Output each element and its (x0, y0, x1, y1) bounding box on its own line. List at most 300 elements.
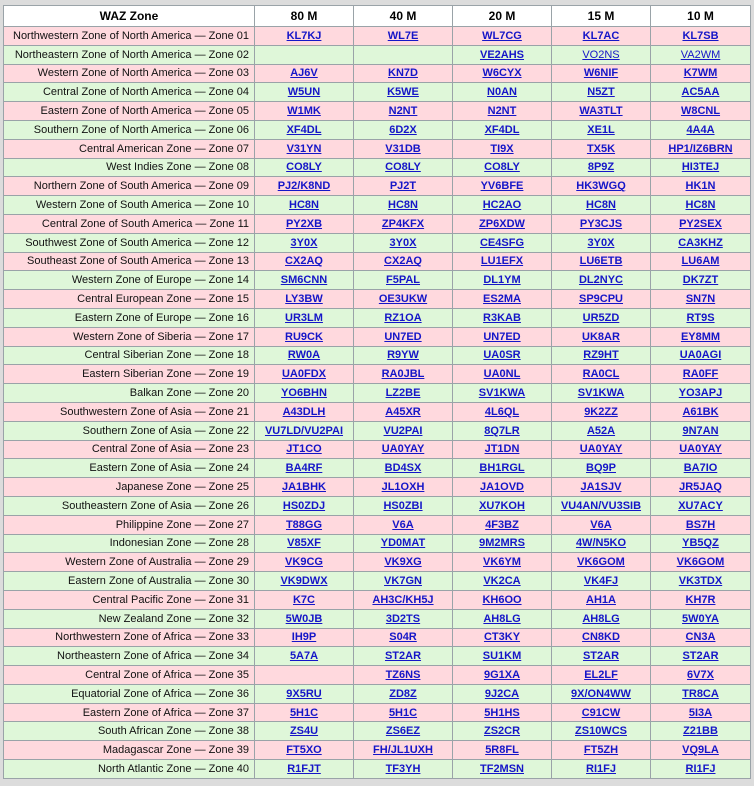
callsign-cell (255, 120, 354, 139)
callsign-link[interactable]: PY2XB (285, 217, 323, 230)
zone-name-cell: Equatorial Zone of Africa — Zone 36 (4, 684, 255, 703)
callsign-cell (354, 515, 453, 534)
callsign-link[interactable]: K7WM (683, 67, 718, 80)
callsign-link[interactable]: XF4DL (484, 123, 520, 136)
callsign-link[interactable]: SN7N (685, 293, 716, 306)
callsign-link[interactable]: UA0FDX (281, 368, 326, 381)
callsign-link[interactable]: 5H1HS (484, 706, 520, 719)
callsign-link[interactable]: IH9P (291, 631, 317, 644)
callsign-link[interactable]: HC8N (388, 199, 418, 212)
callsign-link[interactable]: AH3C/KH5J (372, 593, 434, 606)
callsign-link[interactable]: 8P9Z (587, 161, 615, 174)
table-row (4, 64, 751, 83)
callsign-cell (552, 271, 651, 290)
callsign-link[interactable]: VK3TDX (678, 575, 723, 587)
callsign-link[interactable]: XF4DL (286, 123, 322, 136)
callsign-link[interactable]: TR8CA (682, 687, 719, 700)
callsign-link[interactable]: SP9CPU (578, 293, 624, 306)
callsign-link[interactable]: CN8KD (582, 631, 620, 644)
callsign-link[interactable]: V6A (590, 518, 612, 531)
callsign-link[interactable]: XU7ACY (678, 499, 723, 512)
callsign-link[interactable]: LY3BW (285, 293, 323, 306)
callsign-link[interactable]: SM6CNN (280, 274, 328, 287)
table-row (4, 214, 751, 233)
callsign-link[interactable]: HC8N (289, 199, 319, 212)
callsign-link[interactable]: N0AN (487, 86, 517, 99)
callsign-link[interactable]: 9M2MRS (479, 537, 525, 550)
callsign-cell (552, 496, 651, 515)
callsign-link[interactable]: YB5QZ (682, 537, 719, 550)
callsign-link[interactable]: YV6BFE (480, 180, 524, 193)
callsign-link[interactable]: ES2MA (483, 293, 521, 306)
callsign-link[interactable]: FH/JL1UXH (373, 744, 433, 757)
callsign-cell (453, 703, 552, 722)
callsign-link[interactable]: JT1DN (484, 443, 520, 456)
callsign-link[interactable]: CE4SFG (479, 236, 524, 249)
callsign-cell (651, 252, 751, 271)
callsign-link[interactable]: KH6OO (482, 593, 522, 606)
callsign-link[interactable]: UR5ZD (582, 311, 620, 324)
callsign-link[interactable]: HC8N (586, 199, 616, 212)
callsign-link[interactable]: OE3UKW (378, 293, 428, 306)
callsign-cell (453, 553, 552, 572)
callsign-link[interactable]: BS7H (685, 518, 716, 531)
callsign-cell (453, 252, 552, 271)
callsign-link[interactable]: UA0NL (483, 368, 521, 381)
callsign-cell (255, 609, 354, 628)
callsign-link[interactable]: ZS6EZ (385, 725, 421, 738)
callsign-link[interactable]: RI1FJ (685, 762, 716, 775)
callsign-link[interactable]: BD4SX (384, 462, 422, 475)
callsign-cell (354, 102, 453, 121)
callsign-cell (453, 647, 552, 666)
callsign-link[interactable]: RZ9HT (583, 349, 619, 362)
callsign-cell (354, 252, 453, 271)
callsign-link[interactable]: 4L6QL (484, 405, 520, 418)
callsign-link[interactable]: RT9S (686, 311, 715, 324)
callsign-link[interactable]: VO2NS (582, 48, 620, 61)
callsign-cell (651, 741, 751, 760)
callsign-cell (354, 741, 453, 760)
callsign-link[interactable]: 9G1XA (483, 668, 521, 681)
callsign-cell (255, 27, 354, 46)
callsign-link[interactable]: ZS10WCS (575, 725, 627, 738)
callsign-cell (354, 139, 453, 158)
callsign-link[interactable]: BA4RF (285, 462, 323, 475)
waz-zone-table (3, 5, 751, 779)
callsign-link[interactable]: VK6GOM (676, 556, 725, 569)
callsign-cell (552, 647, 651, 666)
callsign-link[interactable]: KL7KJ (286, 29, 322, 42)
callsign-link[interactable]: JA1OVD (479, 481, 525, 494)
callsign-link[interactable]: LU6ETB (579, 255, 623, 268)
callsign-cell (255, 496, 354, 515)
callsign-link[interactable]: ZD8Z (389, 687, 417, 700)
callsign-cell (651, 440, 751, 459)
header-row (4, 6, 751, 27)
callsign-cell (552, 233, 651, 252)
callsign-link[interactable]: 4W/N5KO (575, 537, 627, 550)
callsign-cell (453, 496, 552, 515)
callsign-link[interactable]: C91CW (581, 706, 621, 719)
callsign-link[interactable]: UA0YAY (579, 443, 623, 456)
callsign-cell (651, 384, 751, 403)
callsign-link[interactable]: VE2AHS (479, 48, 525, 61)
callsign-cell (255, 703, 354, 722)
zone-name-cell: North Atlantic Zone — Zone 40 (4, 760, 255, 779)
callsign-link[interactable]: CT3KY (483, 631, 521, 644)
callsign-link[interactable]: V31DB (385, 142, 421, 155)
callsign-link[interactable]: N2NT (388, 105, 418, 118)
callsign-link[interactable]: JL1OXH (381, 481, 425, 494)
callsign-cell (453, 102, 552, 121)
callsign-link[interactable]: CO8LY (286, 161, 322, 174)
callsign-link[interactable]: VK9CG (285, 556, 323, 569)
callsign-cell (354, 647, 453, 666)
callsign-link[interactable]: ST2AR (582, 650, 620, 663)
table-row (4, 308, 751, 327)
callsign-cell (453, 440, 552, 459)
callsign-cell (651, 64, 751, 83)
callsign-link[interactable]: WA3TLT (579, 105, 623, 118)
callsign-cell (651, 703, 751, 722)
callsign-link[interactable]: HC2AO (482, 199, 522, 212)
callsign-link[interactable]: K7C (292, 593, 315, 606)
callsign-cell (354, 308, 453, 327)
callsign-link[interactable]: 9N7AN (682, 424, 719, 437)
callsign-cell (255, 271, 354, 290)
callsign-cell (453, 421, 552, 440)
callsign-link[interactable]: A43DLH (282, 405, 326, 418)
callsign-cell (354, 628, 453, 647)
zone-name-cell: South African Zone — Zone 38 (4, 722, 255, 741)
callsign-link[interactable]: FT5ZH (583, 744, 619, 757)
zone-name-cell: Central Zone of Africa — Zone 35 (4, 666, 255, 685)
callsign-link[interactable]: RA0FF (682, 368, 719, 381)
callsign-link[interactable]: 9K2ZZ (584, 405, 618, 418)
callsign-link[interactable]: YO6BHN (281, 387, 327, 400)
table-row (4, 45, 751, 64)
callsign-link[interactable]: R9YW (387, 349, 419, 362)
callsign-link[interactable]: UA0SR (483, 349, 521, 362)
callsign-cell (453, 83, 552, 102)
callsign-link[interactable]: W8CNL (680, 105, 721, 118)
callsign-cell (552, 365, 651, 384)
callsign-link[interactable]: VK7GN (384, 575, 422, 587)
callsign-link[interactable]: JA1SJV (580, 481, 622, 494)
callsign-link[interactable]: DK7ZT (682, 274, 719, 287)
table-row (4, 346, 751, 365)
callsign-link[interactable]: UN7ED (384, 330, 422, 343)
callsign-cell (255, 233, 354, 252)
callsign-link[interactable]: WL7CG (482, 29, 522, 42)
callsign-cell (255, 365, 354, 384)
callsign-link[interactable]: 5W0JB (285, 612, 323, 625)
callsign-link[interactable]: UK8AR (582, 330, 620, 343)
callsign-cell (552, 158, 651, 177)
callsign-link[interactable]: V31YN (286, 142, 322, 155)
callsign-cell (651, 196, 751, 215)
table-row (4, 459, 751, 478)
callsign-link[interactable]: PJ2/K8ND (277, 180, 331, 193)
callsign-link[interactable]: TX5K (586, 142, 616, 155)
callsign-link[interactable]: 4F3BZ (485, 518, 519, 531)
callsign-link[interactable]: LU1EFX (480, 255, 524, 268)
callsign-link[interactable]: UA0YAY (679, 443, 722, 456)
callsign-link[interactable]: CO8LY (385, 161, 421, 174)
callsign-link[interactable]: SU1KM (482, 650, 522, 663)
callsign-cell (453, 666, 552, 685)
callsign-link[interactable]: S04R (389, 631, 417, 644)
callsign-link[interactable]: VK4FJ (583, 575, 619, 587)
callsign-link[interactable]: TF3YH (385, 762, 421, 775)
callsign-link[interactable]: A61BK (682, 405, 719, 418)
zone-name-cell: Western Zone of Europe — Zone 14 (4, 271, 255, 290)
callsign-link[interactable]: CO8LY (484, 161, 520, 174)
callsign-link[interactable]: SV1KWA (577, 387, 625, 400)
callsign-link[interactable]: W5UN (287, 86, 321, 99)
callsign-link[interactable]: PJ2T (389, 180, 417, 193)
callsign-link[interactable]: W1MK (287, 105, 321, 118)
callsign-link[interactable]: ZS4U (289, 725, 319, 738)
callsign-link[interactable]: ST2AR (682, 650, 719, 663)
callsign-cell (651, 308, 751, 327)
callsign-link[interactable]: XU7KOH (479, 499, 525, 512)
callsign-cell (255, 214, 354, 233)
callsign-link[interactable]: KL7SB (682, 29, 719, 42)
callsign-link[interactable]: W6NIF (583, 67, 619, 80)
callsign-link[interactable]: JA1BHK (281, 481, 326, 494)
callsign-link[interactable]: 5R8FL (485, 744, 519, 757)
callsign-link[interactable]: PY3CJS (579, 217, 623, 230)
callsign-link[interactable]: ST2AR (384, 650, 422, 663)
callsign-cell (651, 83, 751, 102)
callsign-cell (354, 271, 453, 290)
callsign-link[interactable]: UA0AGI (679, 349, 722, 362)
callsign-link[interactable]: CN3A (685, 631, 716, 644)
callsign-link[interactable]: VU4AN/VU3SIB (560, 499, 642, 512)
callsign-link[interactable]: KL7AC (582, 29, 620, 42)
callsign-link[interactable]: UN7ED (483, 330, 521, 343)
callsign-link[interactable]: HK1N (685, 180, 716, 193)
callsign-link[interactable]: W6CYX (482, 67, 522, 80)
callsign-link[interactable]: 3D2TS (385, 612, 421, 625)
callsign-link[interactable]: HS0ZBI (383, 499, 423, 512)
callsign-link[interactable]: VK6GOM (577, 556, 625, 569)
callsign-link[interactable]: 5W0YA (682, 612, 719, 625)
table-row (4, 139, 751, 158)
callsign-link[interactable]: AJ6V (290, 67, 318, 80)
table-row (4, 609, 751, 628)
callsign-cell (354, 553, 453, 572)
callsign-link[interactable]: VK9XG (384, 556, 422, 569)
callsign-link[interactable]: BQ9P (586, 462, 616, 475)
callsign-link[interactable]: VK9DWX (280, 575, 328, 587)
callsign-cell (255, 83, 354, 102)
callsign-link[interactable]: 9X/ON4WW (571, 687, 631, 700)
callsign-cell (651, 45, 751, 64)
callsign-link[interactable]: DL2NYC (578, 274, 623, 287)
table-row (4, 666, 751, 685)
callsign-link[interactable]: Z21BB (683, 725, 718, 738)
callsign-link[interactable]: WL7E (387, 29, 419, 42)
callsign-link[interactable]: 9J2CA (484, 687, 520, 700)
callsign-link[interactable]: RU9CK (285, 330, 323, 343)
callsign-link[interactable]: BA7IO (683, 462, 718, 475)
callsign-link[interactable]: 3Y0X (290, 236, 318, 249)
callsign-link[interactable]: RI1FJ (586, 762, 616, 775)
callsign-link[interactable]: VQ9LA (682, 744, 719, 757)
table-row (4, 102, 751, 121)
callsign-cell (651, 177, 751, 196)
callsign-link[interactable]: AC5AA (681, 86, 720, 99)
table-row (4, 196, 751, 215)
callsign-link[interactable]: EY8MM (680, 330, 721, 343)
callsign-cell (552, 252, 651, 271)
callsign-link[interactable]: HI3TEJ (681, 161, 720, 174)
callsign-cell (552, 609, 651, 628)
callsign-link[interactable]: TZ6NS (385, 668, 421, 681)
callsign-cell (651, 515, 751, 534)
callsign-link[interactable]: CX2AQ (285, 255, 323, 268)
callsign-link[interactable]: AH8LG (582, 612, 620, 625)
callsign-link[interactable]: T88GG (285, 518, 323, 531)
callsign-link[interactable]: JT1CO (286, 443, 322, 456)
callsign-link[interactable]: RW0A (287, 349, 321, 362)
callsign-link[interactable]: YD0MAT (380, 537, 426, 550)
table-row (4, 290, 751, 309)
callsign-link[interactable]: HK3WGQ (576, 180, 626, 193)
callsign-cell (552, 478, 651, 497)
callsign-link[interactable]: 3Y0X (389, 236, 417, 249)
callsign-link[interactable]: 5A7A (289, 650, 319, 663)
callsign-link[interactable]: N2NT (487, 105, 517, 118)
callsign-link[interactable]: YO3APJ (678, 387, 723, 400)
zone-name-cell: Central Zone of Asia — Zone 23 (4, 440, 255, 459)
callsign-link[interactable]: ZP6XDW (479, 217, 525, 230)
callsign-link[interactable]: 8Q7LR (484, 424, 520, 437)
callsign-link[interactable]: LZ2BE (385, 387, 421, 400)
callsign-cell (354, 158, 453, 177)
callsign-link[interactable]: BH1RGL (479, 462, 525, 475)
callsign-link[interactable]: CX2AQ (384, 255, 422, 268)
callsign-link[interactable]: KH7R (685, 593, 716, 606)
callsign-link[interactable]: HC8N (685, 199, 716, 212)
callsign-link[interactable]: ZP4KFX (381, 217, 425, 230)
callsign-link[interactable]: 6D2X (389, 123, 417, 136)
callsign-link[interactable]: HP1/IZ6BRN (668, 142, 733, 155)
callsign-link[interactable]: XE1L (587, 123, 615, 136)
callsign-link[interactable]: VU2PAI (383, 424, 423, 437)
zone-name-cell: Central Siberian Zone — Zone 18 (4, 346, 255, 365)
zone-name-cell: Central Pacific Zone — Zone 31 (4, 590, 255, 609)
callsign-link[interactable]: R3KAB (483, 311, 521, 324)
callsign-cell (453, 741, 552, 760)
callsign-link[interactable]: K5WE (387, 86, 419, 99)
callsign-cell (651, 534, 751, 553)
callsign-cell (651, 647, 751, 666)
callsign-cell (552, 760, 651, 779)
zone-name-cell: Western Zone of Siberia — Zone 17 (4, 327, 255, 346)
callsign-link[interactable]: 4A4A (686, 123, 715, 136)
callsign-link[interactable]: ZS2CR (483, 725, 521, 738)
callsign-cell (651, 684, 751, 703)
callsign-link[interactable]: VA2WM (680, 48, 721, 61)
callsign-cell (552, 741, 651, 760)
callsign-cell (552, 421, 651, 440)
callsign-cell (552, 346, 651, 365)
callsign-cell (354, 590, 453, 609)
zone-name-cell: Northeastern Zone of North America — Zone 02 (4, 45, 255, 64)
callsign-link[interactable]: SV1KWA (478, 387, 526, 400)
table-row (4, 177, 751, 196)
callsign-link[interactable]: 5H1C (289, 706, 319, 719)
callsign-link[interactable]: 3Y0X (587, 236, 615, 249)
callsign-link[interactable]: R1FJT (287, 762, 321, 775)
callsign-link[interactable]: A45XR (385, 405, 421, 418)
callsign-link[interactable]: V6A (392, 518, 414, 531)
table-row (4, 252, 751, 271)
callsign-link[interactable]: DL1YM (483, 274, 521, 287)
callsign-link[interactable]: AH1A (586, 593, 616, 606)
callsign-cell (354, 27, 453, 46)
callsign-link[interactable]: AH8LG (483, 612, 521, 625)
callsign-link[interactable]: TI9X (490, 142, 514, 155)
callsign-link[interactable]: 6V7X (687, 668, 714, 681)
callsign-link[interactable]: KN7D (388, 67, 418, 80)
callsign-link[interactable]: VU7LD/VU2PAI (264, 424, 344, 437)
callsign-cell (354, 496, 453, 515)
callsign-link[interactable]: VK6YM (483, 556, 521, 569)
header-waz-zone: WAZ Zone (4, 6, 255, 27)
callsign-link[interactable]: 5H1C (388, 706, 418, 719)
callsign-link[interactable]: 5I3A (688, 706, 713, 719)
callsign-link[interactable]: LU6AM (681, 255, 720, 268)
callsign-link[interactable]: A52A (586, 424, 616, 437)
header-80m: 80 M (255, 6, 354, 27)
callsign-link[interactable]: RA0CL (582, 368, 620, 381)
callsign-cell (255, 308, 354, 327)
callsign-cell (453, 534, 552, 553)
callsign-link[interactable]: VK2CA (483, 575, 521, 587)
callsign-link[interactable]: RA0JBL (381, 368, 425, 381)
callsign-link[interactable]: EL2LF (584, 668, 618, 681)
table-row (4, 553, 751, 572)
callsign-link[interactable]: PY2SEX (679, 217, 722, 230)
callsign-cell (354, 83, 453, 102)
callsign-link[interactable]: HS0ZDJ (282, 499, 326, 512)
callsign-link[interactable]: RZ1OA (384, 311, 422, 324)
callsign-cell (255, 572, 354, 591)
callsign-link[interactable]: CA3KHZ (678, 236, 723, 249)
table-row (4, 27, 751, 46)
zone-name-cell: Northwestern Zone of Africa — Zone 33 (4, 628, 255, 647)
callsign-link[interactable]: F5PAL (385, 274, 421, 287)
callsign-link[interactable]: UA0YAY (381, 443, 425, 456)
callsign-link[interactable]: UR3LM (285, 311, 323, 324)
callsign-cell (453, 572, 552, 591)
callsign-link[interactable]: N5ZT (587, 86, 615, 99)
callsign-cell (255, 327, 354, 346)
callsign-cell (354, 684, 453, 703)
callsign-link[interactable]: 9X5RU (286, 687, 322, 700)
callsign-link[interactable]: TF2MSN (480, 762, 524, 775)
callsign-link[interactable]: V85XF (287, 537, 321, 550)
callsign-link[interactable]: FT5XO (286, 744, 322, 757)
callsign-cell (255, 64, 354, 83)
callsign-cell (354, 214, 453, 233)
callsign-link[interactable]: JR5JAQ (679, 481, 722, 494)
